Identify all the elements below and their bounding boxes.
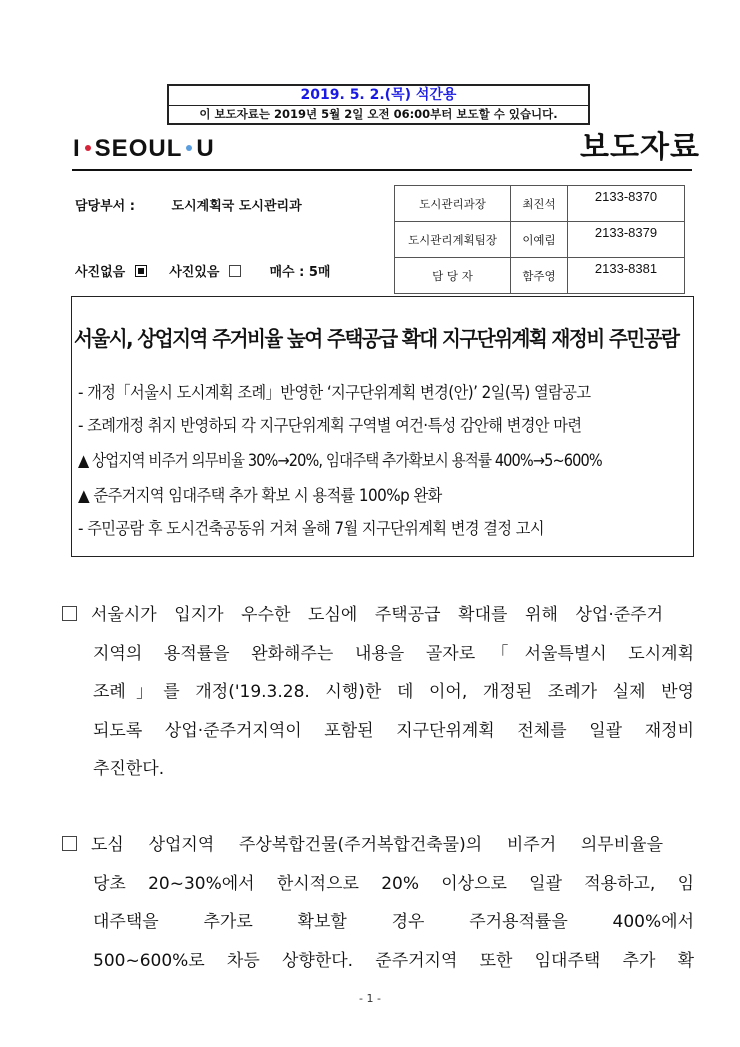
page-number: - 1 - [359,992,381,1005]
paragraph-line: 서울시가 입지가 우수한 도심에 주택공급 확대를 위해 상업·준주거 [91,605,663,625]
department-info [75,195,302,214]
embargo-notice: 이 보도자료는 2019년 5월 2일 오전 06:00부터 보도할 수 있습니다. [199,107,558,121]
paragraph-line: 500~600%로 차등 상향한다. 준주거지역 또한 임대주택 추가 확 [93,950,694,971]
paragraph-line: 지역의 용적률을 완화해주는 내용을 골자로「서울특별시 도시계획 [93,643,694,664]
contact-phone: 2133-8379 [568,222,685,258]
paragraph-line: 도심 상업지역 주상복합건물(주거복합건축물)의 비주거 의무비율을 [91,835,663,855]
i-seoul-u-logo [73,134,215,164]
contact-name: 함주영 [511,258,568,294]
paragraph-line: 되도록 상업·준주거지역이 포함된 지구단위계획 전체를 일괄 재정비 [93,720,694,741]
paragraph-line: 추진한다. [93,759,165,779]
department-value: 도시계획국 도시관리과 [171,199,302,214]
press-release-title: 보도자료 [580,130,700,165]
body-paragraph-2 [62,826,692,980]
department-label: 담당부서 : [75,199,135,214]
square-bullet-icon [62,606,77,621]
page-count: 매수 : 5매 [269,265,331,280]
header-divider [72,169,692,171]
table-row [395,186,685,222]
headline: 서울시, 상업지역 주거비율 높여 주택공급 확대 지구단위계획 재정비 주민공람 [74,327,679,351]
contact-role: 담 당 자 [395,258,511,294]
contact-table [394,185,685,294]
unchecked-box-icon [229,265,241,277]
contact-phone: 2133-8381 [568,258,685,294]
release-date: 2019. 5. 2.(목) 석간용 [169,86,588,106]
logo-text-i: I [73,135,81,162]
summary-bullet: - 주민공람 후 도시건축공동위 거쳐 올해 7월 지구단위계획 변경 결정 고시 [78,519,545,538]
photo-yes-label: 사진있음 [169,265,220,280]
photo-none-label: 사진없음 [75,265,126,280]
summary-bullet: ▲ 준주거지역 임대주택 추가 확보 시 용적률 100%p 완화 [78,486,442,505]
table-row [395,222,685,258]
contact-name: 이예림 [511,222,568,258]
contact-role: 도시관리과장 [395,186,511,222]
summary-bullet: ▲ 상업지역 비주거 의무비율 30%→20%, 임대주택 추가확보시 용적률 400%→5~600% [78,451,602,470]
paragraph-line: 대주택을 추가로 확보할 경우 주거용적률을 400%에서 [93,912,694,932]
summary-bullet: - 조례개정 취지 반영하되 각 지구단위계획 구역별 여건·특성 감안해 변경안 마련 [78,416,582,435]
embargo-box [167,84,590,125]
contact-name: 최진석 [511,186,568,222]
table-row [395,258,685,294]
paragraph-line: 당초 20~30%에서 한시적으로 20% 이상으로 일괄 적용하고, 임 [93,873,694,894]
photo-info [75,261,340,280]
body-paragraph-1 [62,596,692,789]
summary-bullet: - 개정「서울시 도시계획 조례」반영한 ‘지구단위계획 변경(안)’ 2일(목) 열람공고 [78,383,591,402]
contact-phone: 2133-8370 [568,186,685,222]
checked-box-icon [135,265,147,277]
logo-text-seoul: SEOUL [94,135,183,162]
logo-text-u: U [196,135,215,162]
contact-role: 도시관리계획팀장 [395,222,511,258]
blue-dot-icon [186,145,192,151]
square-bullet-icon [62,836,77,851]
red-dot-icon [85,145,91,151]
paragraph-line: 조례」를 개정('19.3.28. 시행)한 데 이어, 개정된 조례가 실제 반영 [93,682,694,702]
